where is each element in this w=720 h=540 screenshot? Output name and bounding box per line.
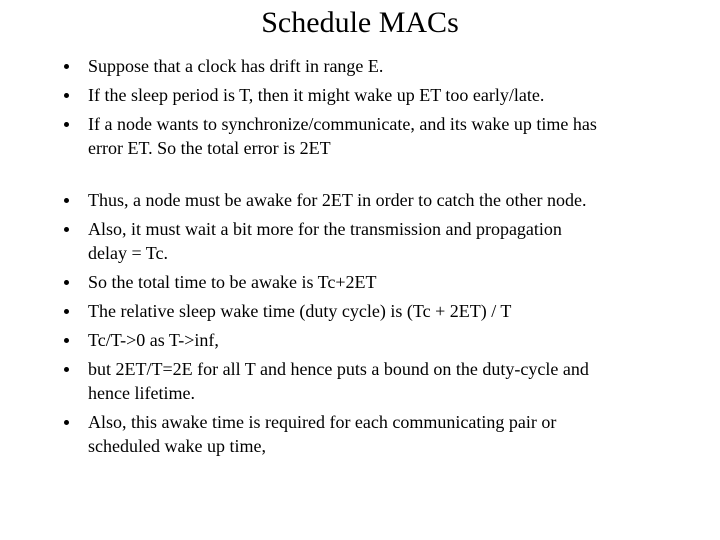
bullet-text-line: Also, it must wait a bit more for the transmission and propagation [88, 219, 562, 239]
bullet-block [63, 54, 696, 160]
bullet-icon [64, 227, 69, 232]
bullet-icon [64, 309, 69, 314]
bullet-item [63, 357, 696, 405]
bullet-text-line: but 2ET/T=2E for all T and hence puts a bound on the duty-cycle and [88, 359, 589, 379]
bullet-text-line: Tc/T->0 as T->inf, [88, 330, 219, 350]
bullet-text-line: hence lifetime. [88, 383, 195, 403]
bullet-text-line: delay = Tc. [88, 243, 169, 263]
bullet-icon [64, 338, 69, 343]
bullet-text-line: If a node wants to synchronize/communicate, and its wake up time has [88, 114, 597, 134]
slide-title: Schedule MACs [261, 6, 459, 39]
bullet-item [63, 410, 696, 458]
bullet-icon [64, 122, 69, 127]
bullet-text-line: The relative sleep wake time (duty cycle) is (Tc + 2ET) / T [88, 301, 512, 321]
bullet-item [63, 270, 696, 294]
bullet-text-line: Also, this awake time is required for each communicating pair or [88, 412, 557, 432]
bullet-icon [64, 198, 69, 203]
bullet-text-line: Thus, a node must be awake for 2ET in order to catch the other node. [88, 190, 587, 210]
bullet-block [63, 188, 696, 458]
bullet-icon [64, 420, 69, 425]
bullet-icon [64, 64, 69, 69]
bullet-item [63, 328, 696, 352]
bullet-item [63, 112, 696, 160]
bullet-item [63, 299, 696, 323]
bullet-item [63, 217, 696, 265]
bullet-icon [64, 280, 69, 285]
bullet-text-line: If the sleep period is T, then it might wake up ET too early/late. [88, 85, 545, 105]
bullet-item [63, 83, 696, 107]
bullet-icon [64, 367, 69, 372]
bullet-text-line: So the total time to be awake is Tc+2ET [88, 272, 377, 292]
slide-body [63, 54, 696, 458]
bullet-icon [64, 93, 69, 98]
bullet-text-line: Suppose that a clock has drift in range E. [88, 56, 384, 76]
bullet-item [63, 54, 696, 78]
bullet-text-line: error ET. So the total error is 2ET [88, 138, 331, 158]
bullet-item [63, 188, 696, 212]
bullet-text-line: scheduled wake up time, [88, 436, 266, 456]
